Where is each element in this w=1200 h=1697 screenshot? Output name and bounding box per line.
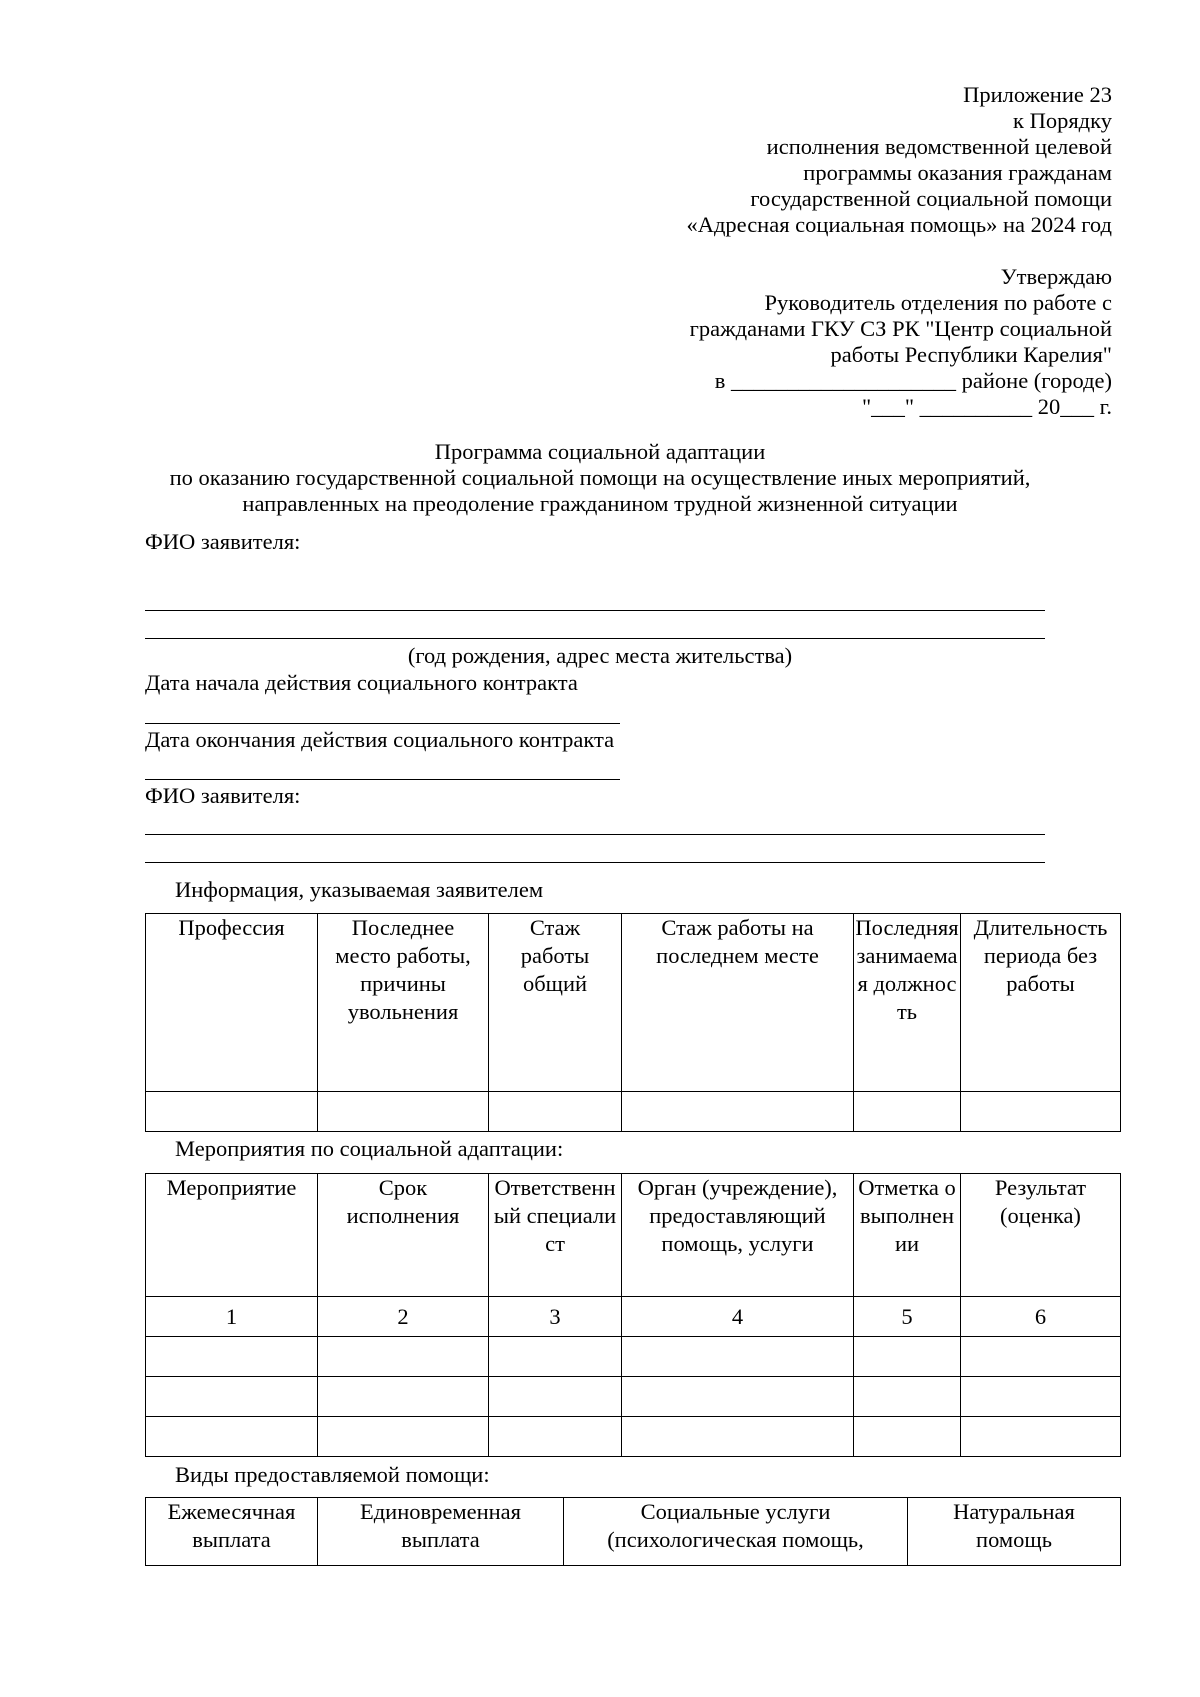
column-number-row bbox=[146, 1297, 1121, 1337]
table-cell[interactable] bbox=[854, 1377, 961, 1417]
measures-section-heading: Мероприятия по социальной адаптации: bbox=[175, 1136, 564, 1161]
applicant-label: ФИО заявителя: bbox=[145, 529, 301, 554]
appendix-line: государственной социальной помощи bbox=[750, 186, 1112, 211]
table-cell[interactable] bbox=[318, 1337, 489, 1377]
column-number: 5 bbox=[854, 1297, 961, 1337]
table-header-row bbox=[146, 914, 1121, 1092]
applicant-name-line bbox=[145, 610, 1045, 611]
end-date-line bbox=[145, 779, 620, 780]
table-cell[interactable] bbox=[622, 1337, 854, 1377]
table-row bbox=[146, 1092, 1121, 1132]
header-cell: Отметка о выполнении bbox=[854, 1174, 961, 1297]
approval-label: Утверждаю bbox=[1000, 264, 1112, 289]
table-cell[interactable] bbox=[854, 1337, 961, 1377]
header-cell: Последнее место работы, причины увольнения bbox=[318, 914, 489, 1092]
appendix-line: к Порядку bbox=[1013, 108, 1112, 133]
header-cell: Орган (учреждение), предоставляющий помощь, услуги bbox=[622, 1174, 854, 1297]
table-cell[interactable] bbox=[489, 1377, 622, 1417]
table-header-row bbox=[146, 1498, 1121, 1566]
table-cell[interactable] bbox=[622, 1377, 854, 1417]
table-cell[interactable] bbox=[854, 1092, 961, 1132]
table-header-row bbox=[146, 1174, 1121, 1297]
header-cell: Стаж работы общий bbox=[489, 914, 622, 1092]
document-subtitle: по оказанию государственной социальной помощи на осуществление иных мероприятий, bbox=[169, 465, 1031, 490]
table-cell[interactable] bbox=[961, 1377, 1121, 1417]
assistance-table bbox=[145, 1497, 1121, 1566]
column-number: 3 bbox=[489, 1297, 622, 1337]
applicant-name-line bbox=[145, 834, 1045, 835]
applicant-name-line bbox=[145, 638, 1045, 639]
header-cell: Социальные услуги (психологическая помощь, bbox=[564, 1498, 908, 1566]
header-cell: Ответственный специалист bbox=[489, 1174, 622, 1297]
table-cell[interactable] bbox=[854, 1417, 961, 1457]
header-cell: Профессия bbox=[146, 914, 318, 1092]
approval-date-line: "___" __________ 20___ г. bbox=[861, 394, 1112, 419]
approval-line: Руководитель отделения по работе с bbox=[764, 290, 1112, 315]
approval-district-line: в ____________________ районе (городе) bbox=[714, 368, 1112, 393]
header-cell: Единовременная выплата bbox=[318, 1498, 564, 1566]
appendix-line: «Адресная социальная помощь» на 2024 год bbox=[686, 212, 1112, 237]
table-cell[interactable] bbox=[318, 1377, 489, 1417]
appendix-line: Приложение 23 bbox=[963, 82, 1112, 107]
info-section-heading: Информация, указываемая заявителем bbox=[175, 877, 544, 902]
table-cell[interactable] bbox=[146, 1377, 318, 1417]
header-cell: Срок исполнения bbox=[318, 1174, 489, 1297]
document-title: Программа социальной адаптации bbox=[434, 439, 766, 464]
column-number: 1 bbox=[146, 1297, 318, 1337]
table-row bbox=[146, 1417, 1121, 1457]
table-row bbox=[146, 1337, 1121, 1377]
table-cell[interactable] bbox=[318, 1092, 489, 1132]
approval-line: работы Республики Карелия" bbox=[830, 342, 1112, 367]
info-table bbox=[145, 913, 1121, 1132]
appendix-line: исполнения ведомственной целевой bbox=[766, 134, 1112, 159]
table-cell[interactable] bbox=[318, 1417, 489, 1457]
measures-table bbox=[145, 1173, 1121, 1457]
column-number: 4 bbox=[622, 1297, 854, 1337]
header-cell: Натуральная помощь bbox=[908, 1498, 1121, 1566]
header-cell: Последняя занимаемая должность bbox=[854, 914, 961, 1092]
table-cell[interactable] bbox=[622, 1417, 854, 1457]
table-cell[interactable] bbox=[146, 1337, 318, 1377]
applicant-label: ФИО заявителя: bbox=[145, 783, 301, 808]
table-cell[interactable] bbox=[489, 1337, 622, 1377]
column-number: 2 bbox=[318, 1297, 489, 1337]
header-cell: Ежемесячная выплата bbox=[146, 1498, 318, 1566]
end-date-label: Дата окончания действия социального контракта bbox=[145, 727, 615, 752]
document-subtitle: направленных на преодоление гражданином трудной жизненной ситуации bbox=[242, 491, 958, 516]
header-cell: Результат (оценка) bbox=[961, 1174, 1121, 1297]
assistance-section-heading: Виды предоставляемой помощи: bbox=[175, 1462, 490, 1487]
birth-address-hint: (год рождения, адрес места жительства) bbox=[407, 643, 793, 668]
header-cell: Мероприятие bbox=[146, 1174, 318, 1297]
column-number: 6 bbox=[961, 1297, 1121, 1337]
appendix-line: программы оказания гражданам bbox=[803, 160, 1112, 185]
table-cell[interactable] bbox=[961, 1337, 1121, 1377]
table-cell[interactable] bbox=[622, 1092, 854, 1132]
table-cell[interactable] bbox=[146, 1092, 318, 1132]
applicant-name-line bbox=[145, 862, 1045, 863]
header-cell: Длительность периода без работы bbox=[961, 914, 1121, 1092]
table-row bbox=[146, 1377, 1121, 1417]
table-cell[interactable] bbox=[489, 1417, 622, 1457]
table-cell[interactable] bbox=[489, 1092, 622, 1132]
table-cell[interactable] bbox=[961, 1092, 1121, 1132]
start-date-line bbox=[145, 723, 620, 724]
start-date-label: Дата начала действия социального контракта bbox=[145, 670, 578, 695]
table-cell[interactable] bbox=[146, 1417, 318, 1457]
table-cell[interactable] bbox=[961, 1417, 1121, 1457]
header-cell: Стаж работы на последнем месте bbox=[622, 914, 854, 1092]
approval-line: гражданами ГКУ СЗ РК "Центр социальной bbox=[689, 316, 1112, 341]
